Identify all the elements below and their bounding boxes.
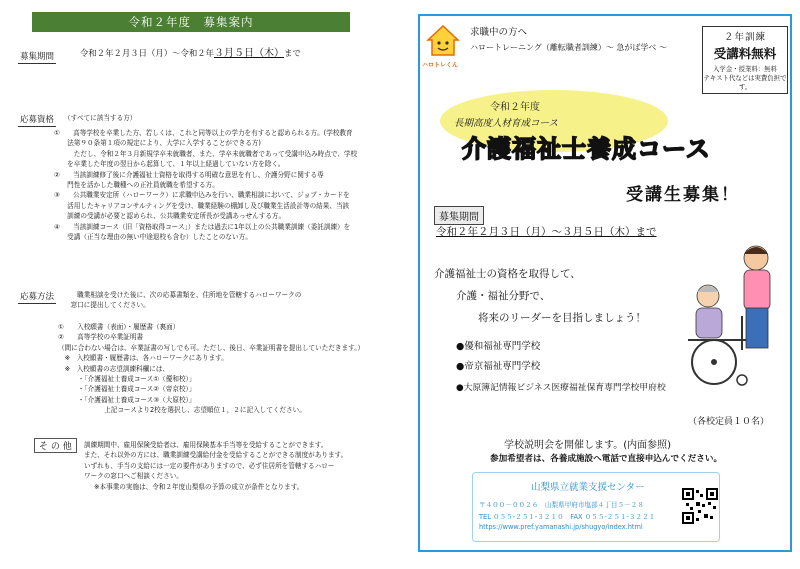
apply-label: 応募方法: [20, 292, 55, 302]
mascot-name: ハロトレくん: [422, 62, 459, 69]
period-label-right: 募集期間: [434, 206, 484, 225]
course-subtitle: 長期高度人材育成コース: [454, 118, 559, 129]
fee-note: 入学金・授業料：無料 テキスト代などは実費負担です。: [703, 65, 787, 91]
course-year: 令和２年度: [490, 102, 540, 113]
capacity-note: （各校定員１０名）: [688, 417, 770, 427]
center-phone: TEL ０５５-２５１-３２１０ FAX ０５５-２５１-３２２１: [479, 513, 656, 521]
info-session-text: 学校説明会を開催します。(内面参照): [504, 440, 672, 451]
caregiver-wheelchair-illustration: [672, 240, 790, 390]
lead-line-1: 介護福祉士の資格を取得して、: [434, 268, 581, 280]
center-name: 山梨県立就業支援センター: [531, 482, 645, 493]
period-dates-right: 令和２年２月３日（月）～３月５日（木）まで: [436, 226, 657, 238]
document-list: ① 入校願書（表面）・履歴書（裏面） ② 高等学校の卒業証明書 （間に合わない場合は、卒業証書の写しでも可。ただし、後日、卒業証明書を提出していただきます。） ※ 入校願書・履歴書は、各ハローワークにあります。 ※ 入校願書の志望訓練科欄には、 ・「介護福祉士養成コース①（優和校）」 ・「介護福祉士養成コース②（帝京校）」 ・「介護福祉士養成コース③（大原校）」 上記コースより2校を選択し、志望順位１，２に記入してください。: [58, 323, 365, 415]
info-session-note: 参加希望者は、各養成施設へ電話で直接申込んでください。: [490, 454, 723, 464]
school-item: ●優和福祉専門学校: [456, 341, 541, 352]
training-duration: ２年訓練: [723, 32, 766, 43]
apply-text: 職業相談を受けた後に、次の応募書類を、住所地を管轄するハローワークの 窓口に提出してください。: [64, 291, 302, 310]
page-title: 令和２年度 募集案内: [32, 12, 350, 32]
qr-code-icon[interactable]: [682, 488, 718, 524]
qualification-note: （すべてに該当する方）: [64, 114, 137, 122]
right-page: [418, 14, 792, 552]
audience-text: 求職中の方へ: [470, 27, 528, 38]
program-tagline: ハロートレーニング（離転職者訓練）～ 急がば学べ ～: [470, 43, 667, 52]
free-tuition: 受講料無料: [713, 46, 777, 61]
qualification-list: ① 高等学校を卒業した方、若しくは、これと同等以上の学力を有すると認められる方。(学校教育 法第９０条第１項の規定により、大学に入学することができる方) ただし、令和２年３月新規学卒未就職者、また、学卒未就職者であって受講申込み時点で、学校 を卒業した年度の翌日から起算して、１年以上経過していない方を除く。 ② 当該訓練修了後に介護福祉士資格を取得する明確な意思を有し、介護分野に関する専 門性を活かした職種への正社員就職を希望する方。 ③ 公共職業安定所（ハローワーク）に求職申込みを行い、職業相談において、ジョブ・カードを 活用したキャリアコンサルティングを受け、職業経験の棚卸し及び職業生活設計等の結果、当該 訓練の受講が必要と認められ、公共職業安定所長が受講あっせんする方。 ④ 当該訓練コース（旧「資格取得コース」）または過去に1年以上の公共職業訓練（委託訓練）を 受講（正当な理由の無い中途退校も含む）したことのない方。: [54, 129, 358, 242]
house-mascot-icon: [426, 24, 460, 58]
recruit-heading: 受講生募集！: [626, 185, 740, 205]
training-info-box: [702, 26, 788, 94]
period-label: 募集期間: [20, 52, 55, 62]
lead-line-3: 将来のリーダーを目指しましょう！: [478, 312, 646, 324]
other-label: そ の 他: [34, 438, 77, 453]
period-text: 令和２年２月３日（月）～令和２年３月５日（木）まで: [80, 48, 301, 59]
qualification-label: 応募資格: [20, 115, 55, 125]
school-item: ●帝京福祉専門学校: [456, 361, 541, 372]
course-title: 介護福祉士養成コース: [462, 135, 711, 163]
school-item: ●大原簿記情報ビジネス医療福祉保育専門学校甲府校: [456, 383, 666, 393]
other-text: 訓練期間中、雇用保険受給者は、雇用保険基本手当等を受給することができます。 また、それ以外の方には、職業訓練受講給付金を受給することができる制度があります。 いずれも、手当の支給には一定の要件がありますので、必ず住居所を管轄するハロー ワークの窓口へご相談ください。 ※本事業の実施は、令和２年度山梨県の予算の成立が条件となります。: [84, 441, 348, 491]
lead-line-2: 介護・福祉分野で、: [456, 290, 551, 302]
center-url[interactable]: https://www.pref.yamanashi.jp/shugyo/index.html: [479, 523, 643, 531]
center-address: 〒４００－００２６ 山梨県甲府市塩部４丁目５－２８: [479, 501, 644, 509]
